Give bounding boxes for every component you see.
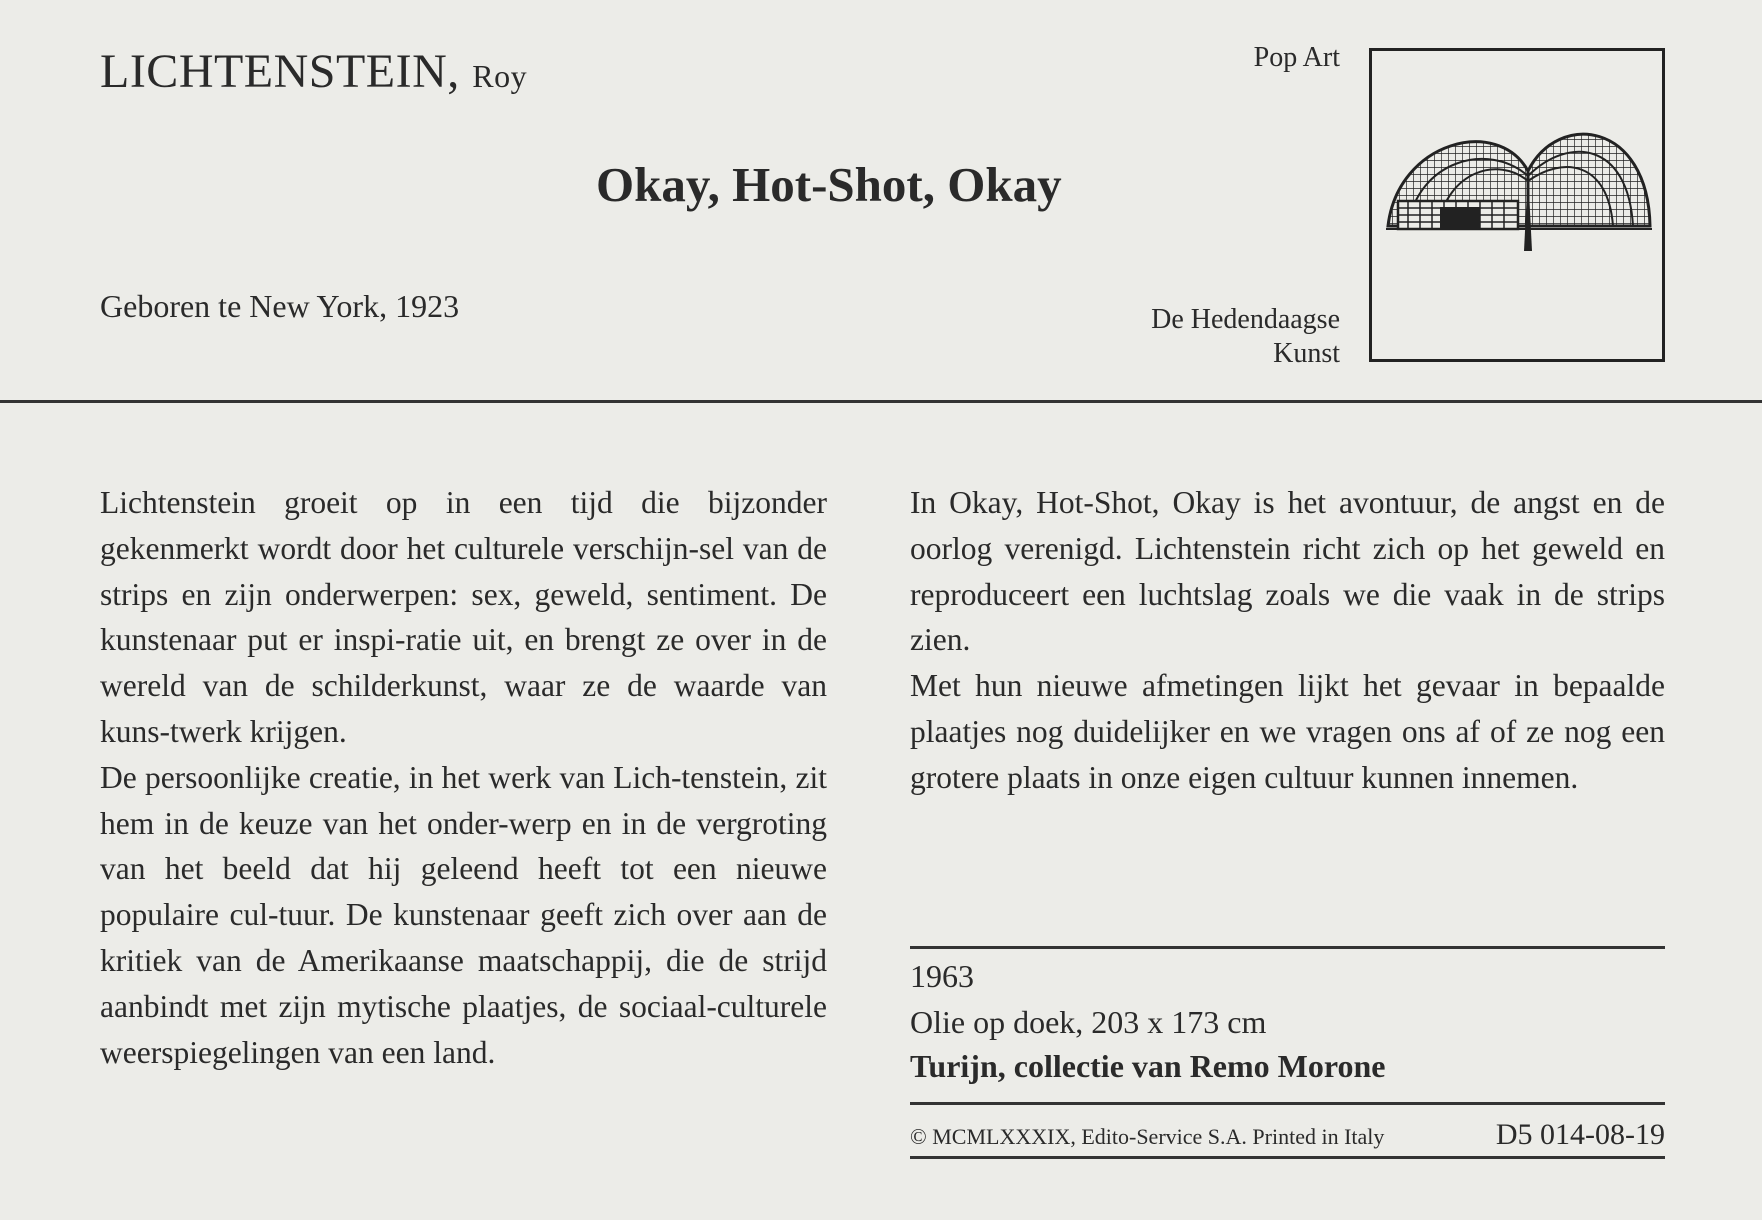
artwork-location: Turijn, collectie van Remo Morone	[910, 1048, 1386, 1084]
card-code: D5 014-08-19	[1495, 1118, 1665, 1151]
right-paragraph-2: Met hun nieuwe afmetingen lijkt het gevaar in bepaalde plaatjes nog duidelijker en we vragen ons af of ze nog een grotere plaats in onze eigen cultuur kunnen innemen.	[910, 668, 1665, 795]
details-middle-divider	[910, 1102, 1665, 1105]
description-right-column	[910, 480, 1665, 801]
museum-building-icon	[1378, 111, 1658, 261]
description-left-column	[100, 480, 827, 1075]
header-divider	[0, 400, 1762, 403]
details-top-divider	[910, 946, 1665, 949]
right-paragraph-1: In Okay, Hot-Shot, Okay is het avontuur, de angst en de oorlog verenigd. Lichtenstein richt zich op het geweld en reproduceert een luchtslag zoals we die vaak in de strips zien.	[910, 485, 1665, 658]
birth-info: Geboren te New York, 1923	[100, 288, 460, 324]
artwork-medium: Olie op doek, 203 x 173 cm	[910, 1004, 1267, 1040]
series-name	[1040, 303, 1340, 371]
logo-frame	[1369, 48, 1665, 362]
artwork-year: 1963	[910, 958, 974, 994]
left-paragraph-2: De persoonlijke creatie, in het werk van Lich-tenstein, zit hem in de keuze van het onder-werp en in de vergroting van het beeld dat hij geleend heeft tot een nieuwe populaire cul-tuur. De kunstenaar geeft zich over aan de kritiek van de Amerikaanse maatschappij, die de strijd aanbindt met zijn mytische plaatjes, de sociaal-culturele weerspiegelingen van een land.	[100, 759, 827, 1070]
artist-last-name: LICHTENSTEIN,	[100, 45, 460, 98]
artist-first-name: Roy	[472, 58, 528, 94]
copyright-line	[910, 1118, 1665, 1152]
left-paragraph-1: Lichtenstein groeit op in een tijd die bijzonder gekenmerkt wordt door het culturele verschijn-sel van de strips en zijn onderwerpen: sex, geweld, sentiment. De kunstenaar put er inspi-ratie uit, en brengt ze over in de wereld van de schilderkunst, waar ze de waarde van kuns-twerk krijgen.	[100, 485, 827, 749]
footer-divider	[910, 1156, 1665, 1159]
art-movement: Pop Art	[1253, 42, 1340, 73]
series-line-2: Kunst	[1273, 338, 1340, 369]
copyright-text: © MCMLXXXIX, Edito-Service S.A. Printed in Italy	[910, 1124, 1385, 1149]
artist-name	[100, 44, 527, 99]
artwork-title: Okay, Hot-Shot, Okay	[596, 157, 1062, 212]
series-line-1: De Hedendaagse	[1151, 304, 1340, 335]
